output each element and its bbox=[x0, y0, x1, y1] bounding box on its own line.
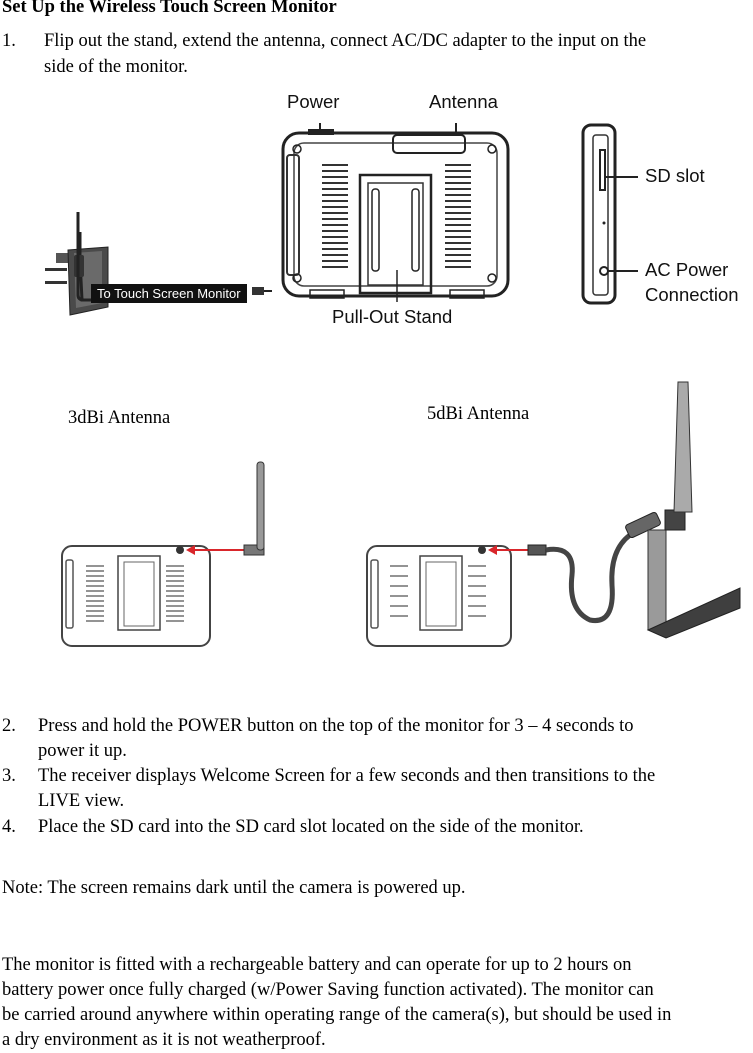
battery-paragraph-line1: The monitor is fitted with a rechargeable battery and can operate for up to 2 hours on bbox=[2, 955, 632, 975]
note-text: Note: The screen remains dark until the camera is powered up. bbox=[2, 878, 466, 898]
page-title: Set Up the Wireless Touch Screen Monitor bbox=[2, 0, 337, 17]
step-2-text-line1: Press and hold the POWER button on the top of the monitor for 3 – 4 seconds to bbox=[38, 716, 634, 736]
to-touch-screen-monitor-label: To Touch Screen Monitor bbox=[91, 284, 247, 303]
antenna-options-diagram bbox=[0, 370, 753, 660]
step-1-text-line1: Flip out the stand, extend the antenna, connect AC/DC adapter to the input on the bbox=[44, 31, 647, 51]
step-3-text-line2: LIVE view. bbox=[38, 791, 125, 811]
antenna-callout: Antenna bbox=[429, 91, 498, 112]
battery-paragraph-line3: be carried around anywhere within operating range of the camera(s), but should be used in bbox=[2, 1005, 672, 1025]
antenna-5dbi-label: 5dBi Antenna bbox=[427, 404, 530, 424]
monitor-back-illustration bbox=[283, 123, 508, 302]
step-3-text-line1: The receiver displays Welcome Screen for a few seconds and then transitions to the bbox=[38, 766, 656, 786]
step-2-text-line2: power it up. bbox=[38, 741, 127, 761]
step-1-text-line2: side of the monitor. bbox=[44, 57, 188, 77]
monitor-5dbi-illustration bbox=[367, 382, 740, 646]
battery-paragraph-line4: a dry environment as it is not weatherproof. bbox=[2, 1030, 326, 1050]
battery-paragraph-line2: battery power once fully charged (w/Power Saving function activated). The monitor can bbox=[2, 980, 654, 1000]
step-1-number: 1. bbox=[2, 31, 16, 51]
step-2-number: 2. bbox=[2, 716, 16, 736]
antenna-3dbi-label: 3dBi Antenna bbox=[68, 408, 171, 428]
monitor-side-illustration bbox=[583, 125, 638, 303]
ac-power-callout-line1: AC Power bbox=[645, 259, 729, 280]
step-4-text-line1: Place the SD card into the SD card slot located on the side of the monitor. bbox=[38, 817, 584, 837]
power-callout: Power bbox=[287, 91, 340, 112]
ac-power-callout-line2: Connection bbox=[645, 284, 739, 305]
step-3-number: 3. bbox=[2, 766, 16, 786]
sd-slot-callout: SD slot bbox=[645, 165, 705, 186]
step-4-number: 4. bbox=[2, 817, 16, 837]
monitor-3dbi-illustration bbox=[62, 462, 264, 646]
pull-out-stand-callout: Pull-Out Stand bbox=[332, 306, 453, 327]
